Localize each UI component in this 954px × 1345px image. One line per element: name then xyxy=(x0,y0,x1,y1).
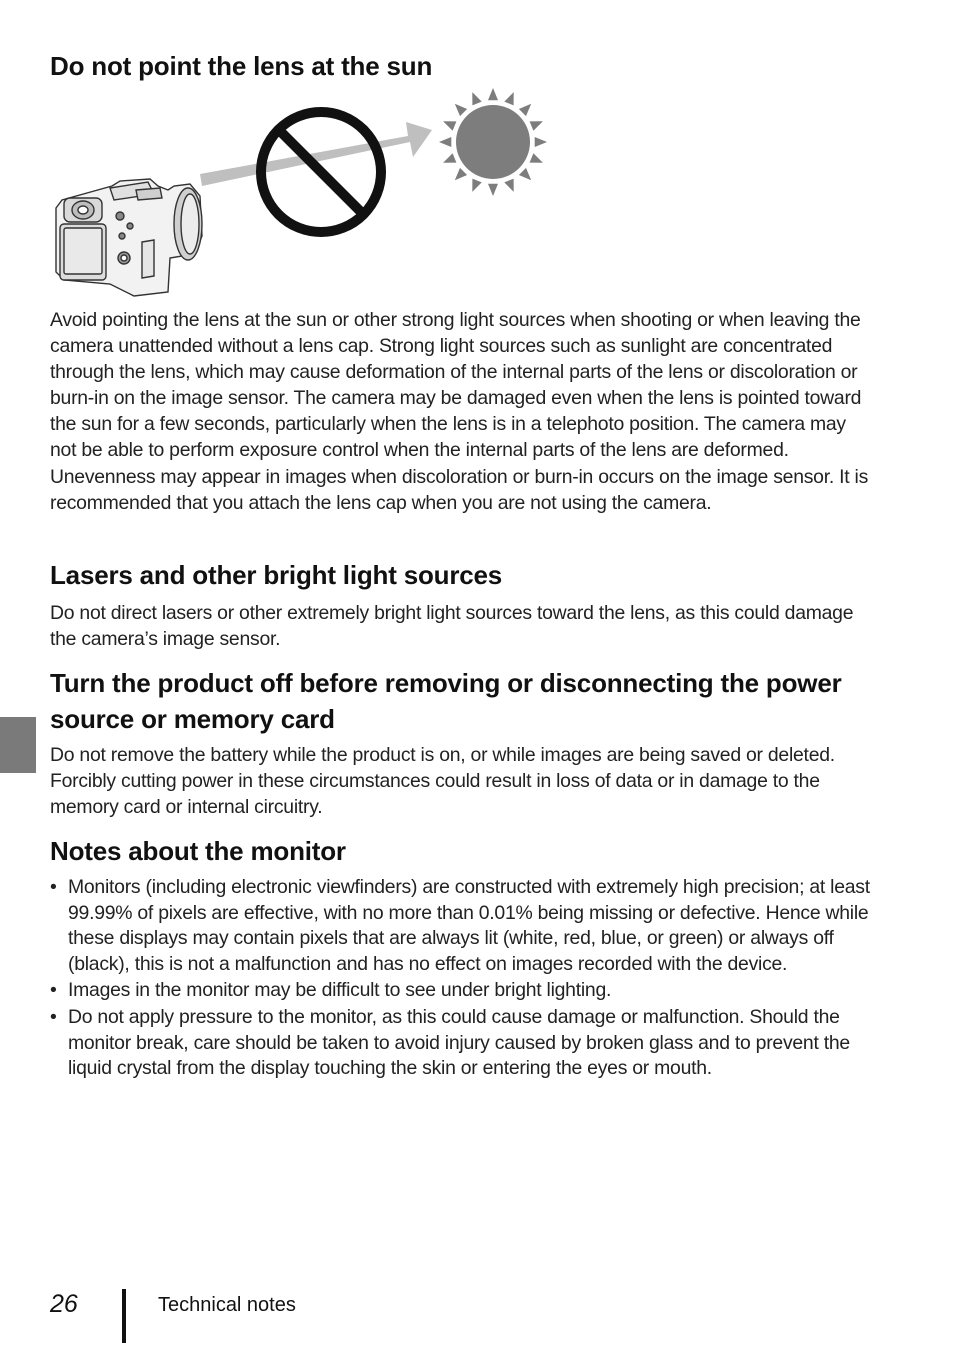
sun-ray xyxy=(472,179,481,192)
heading-power-off: Turn the product off before removing or disconnecting the power source or memory card xyxy=(50,668,842,734)
heading-sun-warning: Do not point the lens at the sun xyxy=(50,51,433,81)
footer-divider xyxy=(122,1289,126,1343)
chapter-tab xyxy=(0,717,36,773)
paragraph: Avoid pointing the lens at the sun or other strong light sources when shooting or when leaving the camera unattended without a lens cap. Strong light sources such as sunlight are concentrated through the lens, which may cause deformation of the internal parts of the lens or discoloration or burn-in on the image sensor. The camera may be damaged even when the lens is pointed toward the sun for a few seconds, particularly when the lens is in a telephoto position. The camera may not be able to perform exposure control when the internal parts of the lens are deformed. xyxy=(50,309,862,462)
bullet: • xyxy=(50,979,57,1002)
illustration-svg xyxy=(50,86,570,298)
page-number: 26 xyxy=(50,1290,78,1318)
sun-ray xyxy=(455,104,467,116)
light-beam-arrow-icon xyxy=(200,122,432,186)
sun-ray xyxy=(455,168,467,180)
monitor-notes-list xyxy=(50,875,872,1083)
paragraph: Do not direct lasers or other extremely bright light sources toward the lens, as this could damage the camera’s image sensor. xyxy=(50,602,854,651)
sun-icon xyxy=(439,88,547,196)
sun-ray xyxy=(443,121,456,130)
sun-ray xyxy=(443,153,456,162)
sun-warning-illustration xyxy=(50,86,570,298)
list-item-text: Do not apply pressure to the monitor, as this could cause damage or malfunction. Should the monitor break, care should be taken to avoid injury caused by broken glass and to prevent the liquid crystal from the display touching the skin or entering the eyes or mouth. xyxy=(68,1005,850,1080)
paragraph: Do not remove the battery while the product is on, or while images are being saved or deleted. Forcibly cutting power in these circumstances could result in loss of data or in damage to the memory card or internal circuitry. xyxy=(50,744,835,819)
list-item xyxy=(50,1005,872,1082)
sun-ray xyxy=(488,184,498,196)
paragraph: Unevenness may appear in images when discoloration or burn-in occurs on the image sensor. It is recommended that you attach the lens cap when you are not using the camera. xyxy=(50,465,869,514)
sun-ray xyxy=(504,92,513,105)
list-item xyxy=(50,978,872,1004)
bullet: • xyxy=(50,1005,57,1028)
sun-ray xyxy=(472,92,481,105)
sun-ray xyxy=(488,88,498,100)
sun-ray xyxy=(530,121,543,130)
heading-monitor-notes: Notes about the monitor xyxy=(50,836,346,866)
sun-ray xyxy=(530,153,543,162)
footer-section-title: Technical notes xyxy=(158,1294,296,1316)
prohibition-icon xyxy=(261,112,381,232)
heading-lasers: Lasers and other bright light sources xyxy=(50,560,503,590)
sun-ray xyxy=(519,168,531,180)
camera-icon xyxy=(56,179,202,296)
list-item-text: Images in the monitor may be difficult to see under bright lighting. xyxy=(68,979,612,1002)
sun-warning-body xyxy=(50,307,872,516)
sun-ray xyxy=(439,137,451,147)
sun-ray xyxy=(519,104,531,116)
lasers-body xyxy=(50,600,872,652)
bullet: • xyxy=(50,876,57,898)
sun-ray xyxy=(535,137,547,147)
power-off-body xyxy=(50,742,872,820)
sun-ray xyxy=(504,179,513,192)
list-item xyxy=(50,875,872,977)
list-item-text: Monitors (including electronic viewfinders) are constructed with extremely high precision; at least 99.99% of pixels are effective, with no more than 0.01% being missing or defective. Hence while these displays may contain pixels that are always lit (white, red, blue, or green) or always off (black), this is not a malfunction and has no effect on images recorded with the device. xyxy=(68,876,870,975)
